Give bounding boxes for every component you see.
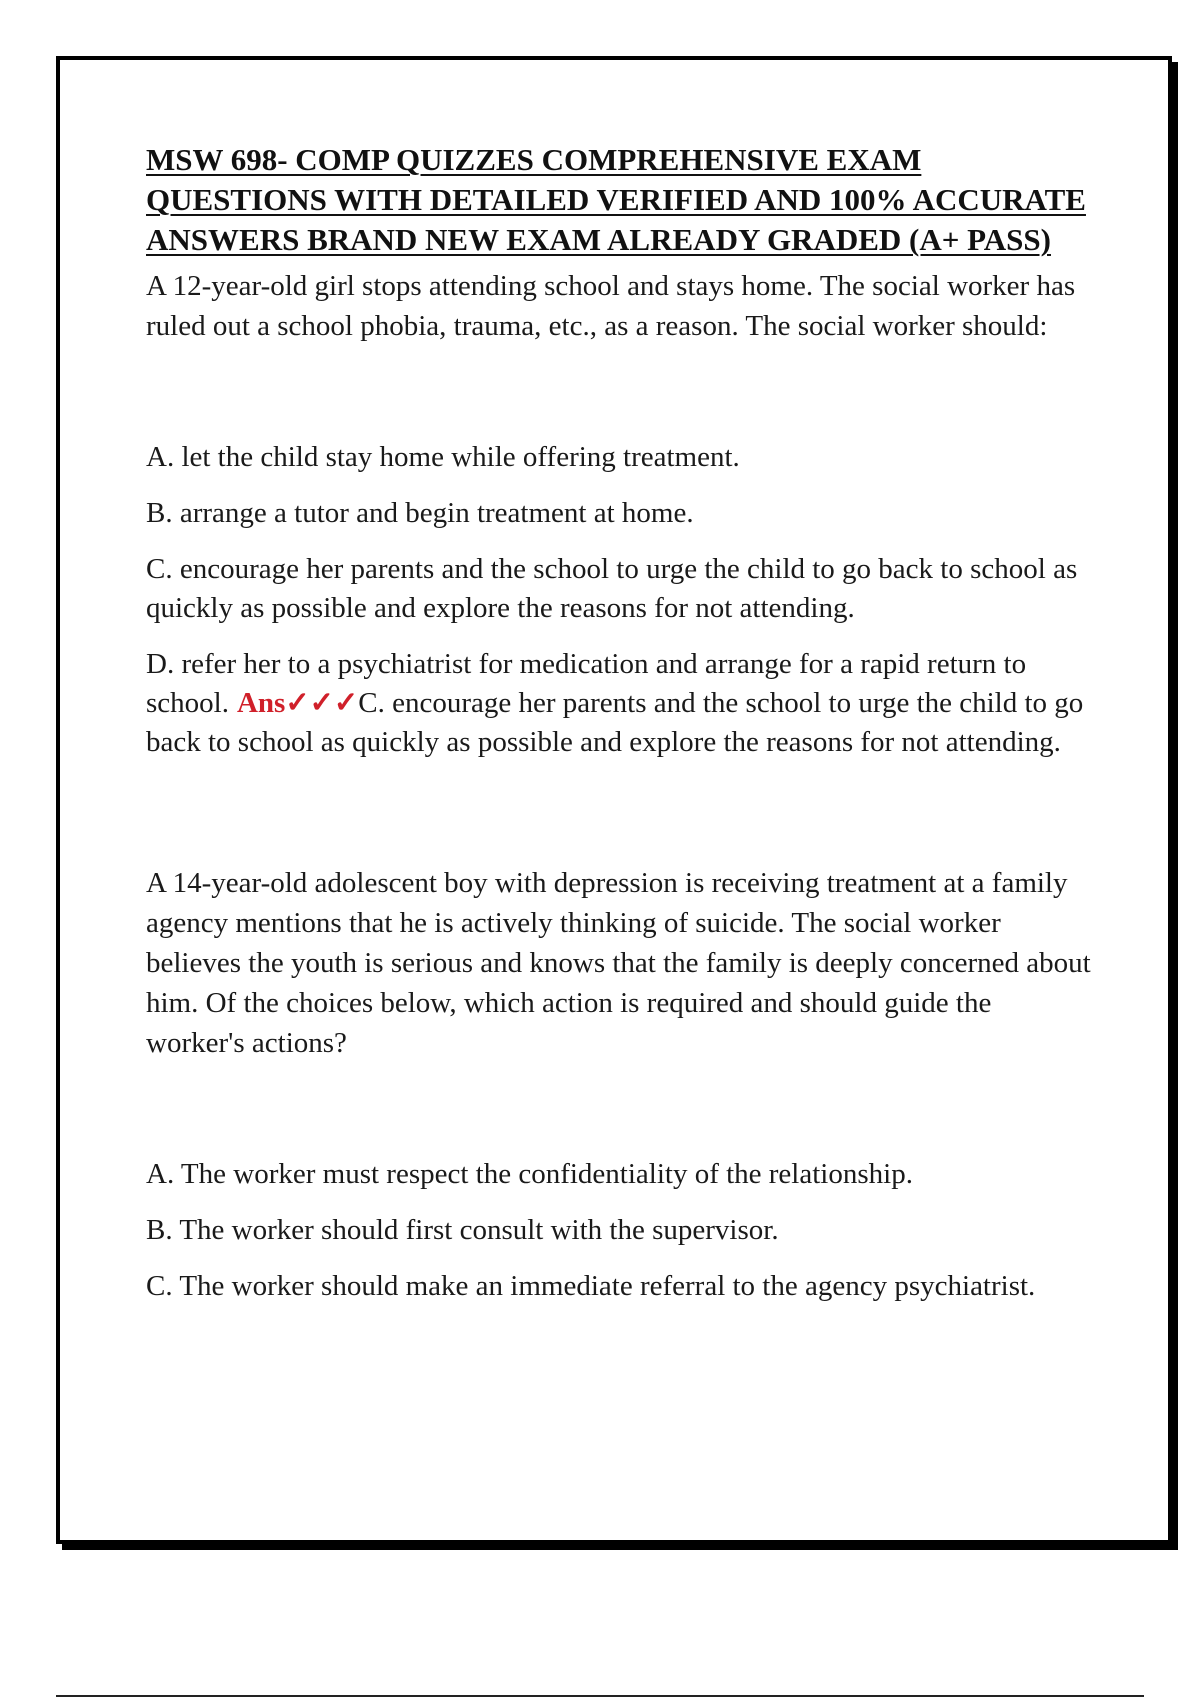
answer-label: Ans✓✓✓ bbox=[236, 687, 359, 719]
question-1-option-c: C. encourage her parents and the school to urge the child to go back to school as quickly as possible and explore the reasons for not attending. bbox=[146, 553, 1078, 624]
question-1-option-b: B. arrange a tutor and begin treatment at home. bbox=[146, 497, 694, 529]
question-1-option-d-with-answer bbox=[146, 645, 1096, 762]
document-title: MSW 698- COMP QUIZZES COMPREHENSIVE EXAM QUESTIONS WITH DETAILED VERIFIED AND 100% ACCURATE ANSWERS BRAND NEW EXAM ALREADY GRADED (A+ PASS) bbox=[146, 142, 1086, 257]
question-separator bbox=[146, 779, 1096, 863]
question-2-option-a: A. The worker must respect the confidentiality of the relationship. bbox=[146, 1158, 913, 1190]
question-1-option-d: D. refer her to a psychiatrist for medication and arrange for a rapid return to school. bbox=[146, 648, 1027, 719]
question-2-option-b: B. The worker should first consult with the supervisor. bbox=[146, 1214, 779, 1246]
question-1-option-a: A. let the child stay home while offering treatment. bbox=[146, 441, 740, 473]
question-2-stem: A 14-year-old adolescent boy with depression is receiving treatment at a family agency mentions that he is actively thinking of suicide. The social worker believes the youth is serious and knows that the family is deeply concerned about him. Of the choices below, which action is required and should guide the worker's actions? bbox=[146, 867, 1091, 1059]
question-1-stem: A 12-year-old girl stops attending school and stays home. The social worker has ruled out a school phobia, trauma, etc., as a reason. The social worker should: bbox=[146, 270, 1076, 342]
answer-text: C. encourage her parents and the school to urge the child to go back to school as quickly as possible and explore the reasons for not attending. bbox=[146, 687, 1084, 758]
next-page-rule bbox=[56, 1695, 1144, 1697]
question-2-option-c: C. The worker should make an immediate referral to the agency psychiatrist. bbox=[146, 1270, 1036, 1302]
document-body bbox=[146, 140, 1096, 1323]
